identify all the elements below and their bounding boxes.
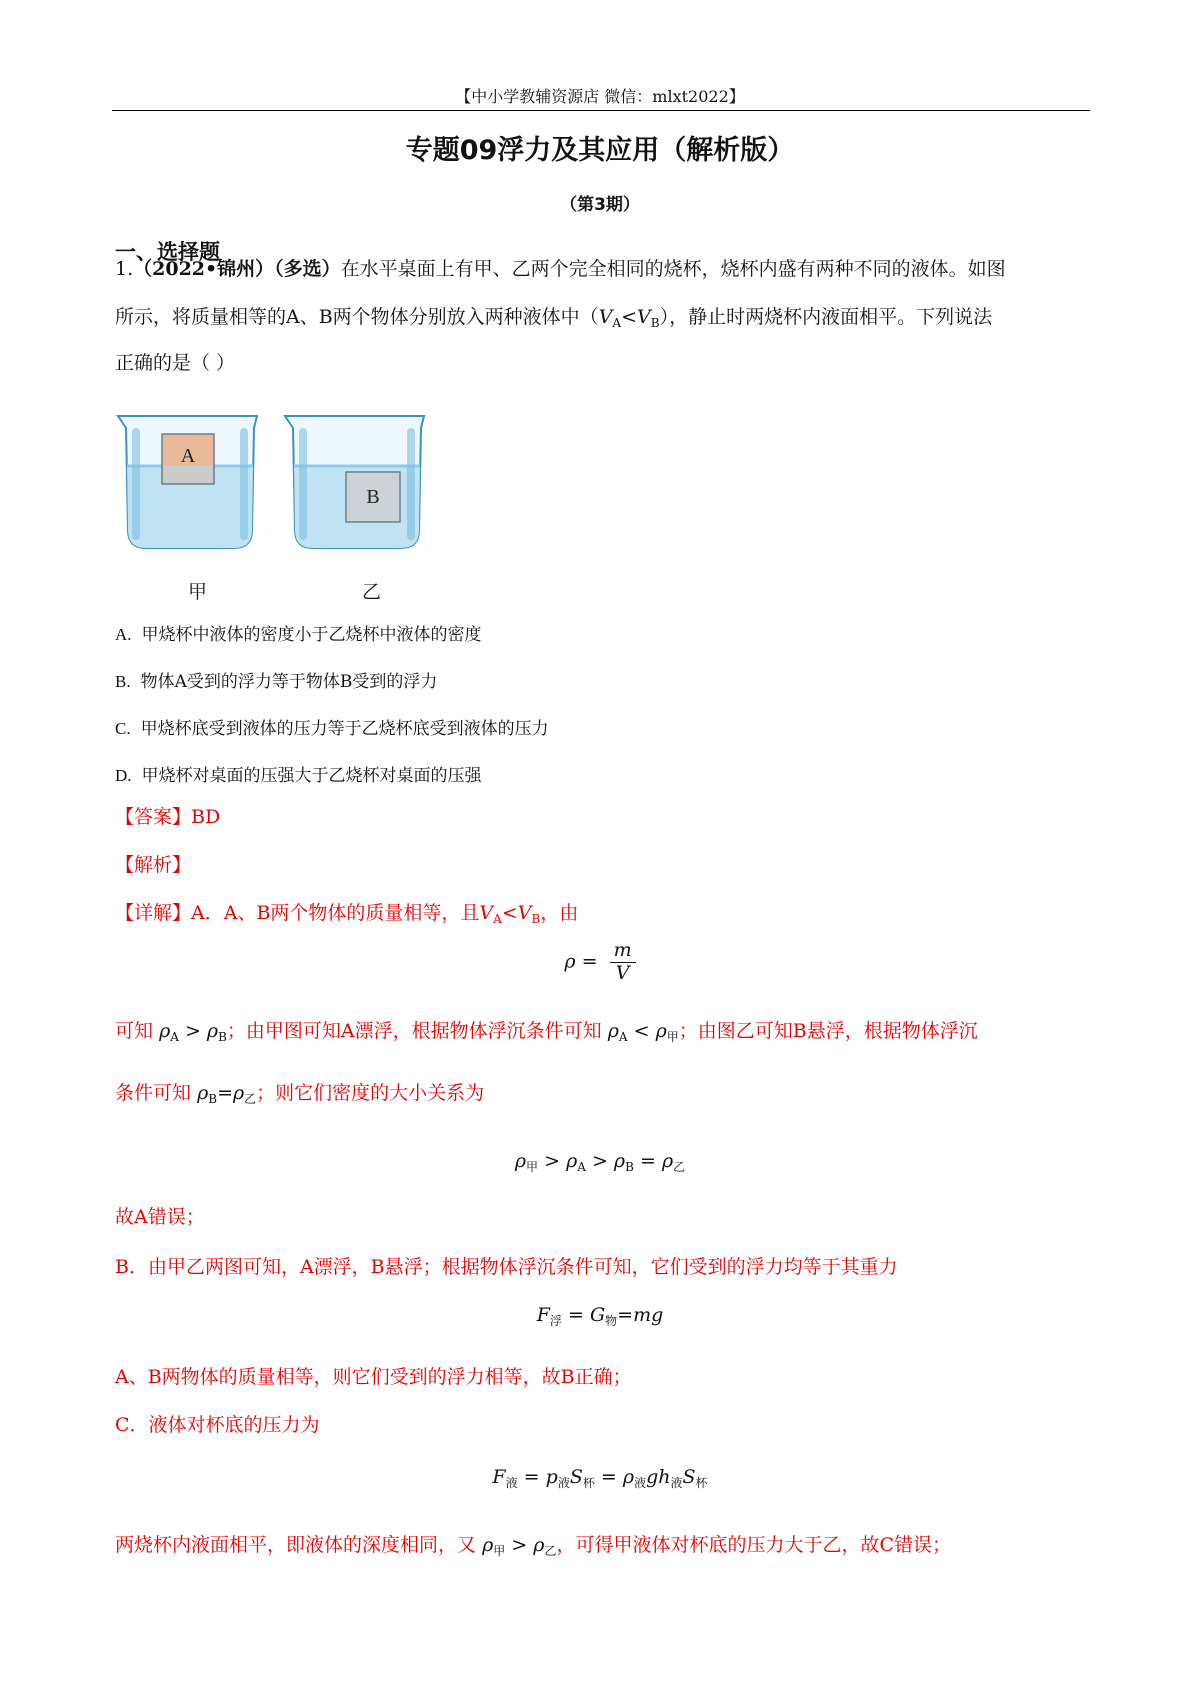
question-line-3: 正确的是（ ） <box>115 352 236 374</box>
page-title: 专题09浮力及其应用（解析版） <box>405 135 795 166</box>
formula-density-chain: $\rho_甲 > \rho_A > \rho_B = \rho_乙$ <box>514 1150 686 1174</box>
section-heading: 一、选择题 <box>115 240 220 264</box>
object-a-label: A <box>180 445 196 467</box>
question-source: （2022•锦州）（多选） <box>133 258 341 280</box>
beakers-figure <box>112 410 452 559</box>
answer-value: BD <box>191 806 221 828</box>
question-text: 在水平桌面上有甲、乙两个完全相同的烧杯，烧杯内盛有两种不同的液体。如图 <box>340 258 1006 280</box>
option-a: A. 甲烧杯中液体的密度小于乙烧杯中液体的密度 <box>115 625 482 645</box>
question-line-2: 所示，将质量相等的A、B两个物体分别放入两种液体中$(V_A<V_B)$，静止时两烧杯内液面相平。下列说法 <box>115 306 993 330</box>
detail-intro: 【详解】A．A、B两个物体的质量相等，且$V_A<V_B$，由 <box>115 902 579 926</box>
beaker-yi-label: 乙 <box>362 581 382 603</box>
beakers-illustration <box>112 410 452 555</box>
detail-line-1: 可知 $\rho_A > \rho_B$；由甲图可知A漂浮，根据物体浮沉条件可知 $\rho_A < \rho_甲$；由图乙可知B悬浮，根据物体浮沉 <box>115 1020 978 1044</box>
beaker-yi <box>285 416 424 548</box>
formula-density: ρ = $\frac{m}{V}$ <box>0 940 1200 985</box>
formula-buoyancy: $F_浮 = G_物=mg$ <box>536 1304 664 1328</box>
issue-number: （第3期） <box>560 195 640 215</box>
question-number: 1. <box>115 258 134 280</box>
detail-line-2: 条件可知 $\rho_B=\rho_乙$；则它们密度的大小关系为 <box>115 1082 485 1106</box>
formula-pressure-force: $F_液 = p_液S_杯 = \rho_液gh_液S_杯$ <box>492 1466 708 1490</box>
header-divider <box>112 110 1090 111</box>
beaker-jia-label: 甲 <box>188 581 208 603</box>
object-b-label: B <box>366 486 380 508</box>
answer-label: 【答案】 <box>115 806 192 828</box>
detail-c-conclusion: 两烧杯内液面相平，即液体的深度相同，又 $\rho_甲 > \rho_乙$，可得甲液体对杯底的压力大于乙，故C错误； <box>115 1534 951 1558</box>
question-line-1 <box>115 258 1006 281</box>
conclusion-a: 故A错误； <box>115 1206 205 1228</box>
option-d: D. 甲烧杯对桌面的压强大于乙烧杯对桌面的压强 <box>115 766 482 786</box>
option-b: B. 物体A受到的浮力等于物体B受到的浮力 <box>115 672 438 692</box>
conclusion-b: A、B两物体的质量相等，则它们受到的浮力相等，故B正确； <box>115 1366 632 1388</box>
option-c: C. 甲烧杯底受到液体的压力等于乙烧杯底受到液体的压力 <box>115 719 549 739</box>
header-banner: 【中小学教辅资源店 微信：mlxt2022】 <box>455 87 745 106</box>
detail-b-text: B．由甲乙两图可知，A漂浮，B悬浮；根据物体浮沉条件可知，它们受到的浮力均等于其重力 <box>115 1256 898 1278</box>
answer-line <box>115 806 220 829</box>
detail-c-text: C．液体对杯底的压力为 <box>115 1414 320 1436</box>
analysis-label: 【解析】 <box>115 854 192 876</box>
beaker-jia <box>118 416 257 548</box>
